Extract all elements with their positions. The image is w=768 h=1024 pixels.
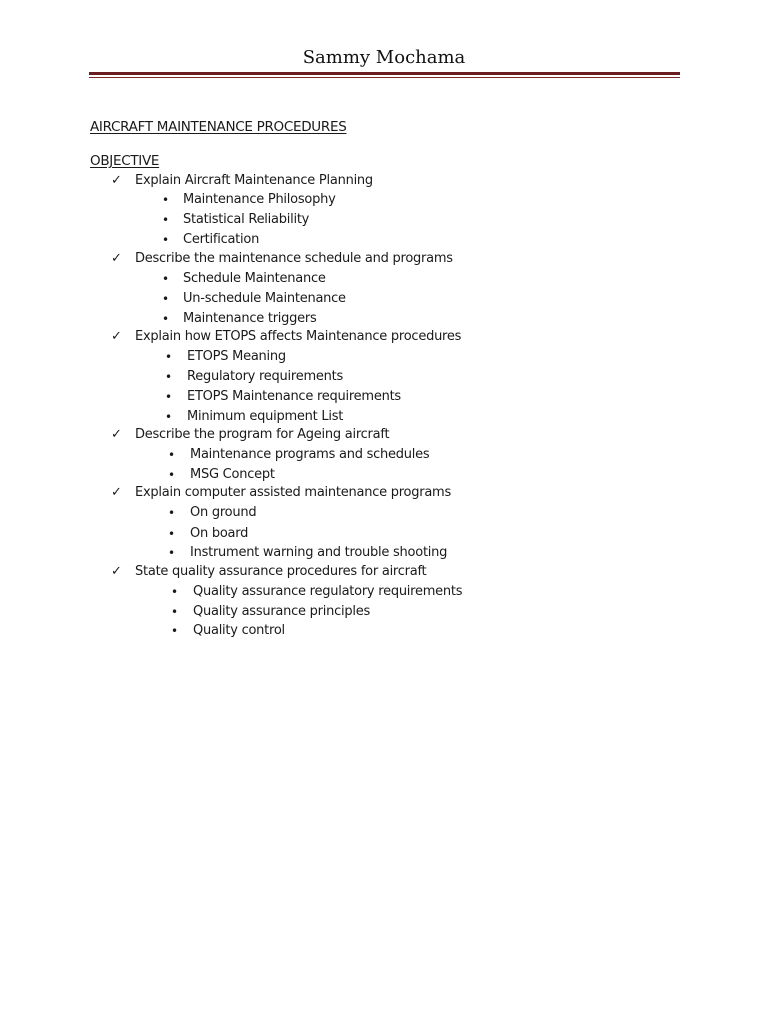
bullet-dot-icon: • (162, 193, 169, 207)
objective-text: Explain how ETOPS affects Maintenance procedures (135, 329, 462, 344)
sub-item-text: Maintenance programs and schedules (190, 447, 430, 462)
sub-item-text: Quality assurance regulatory requirements (193, 584, 463, 599)
bullet-dot-icon: • (165, 350, 172, 364)
objective-text: Explain Aircraft Maintenance Planning (135, 173, 373, 188)
sub-item-text: Statistical Reliability (183, 212, 310, 227)
sub-item-text: ETOPS Maintenance requirements (187, 389, 401, 404)
bullet-dot-icon: • (168, 527, 175, 541)
sub-item-text: Maintenance Philosophy (183, 192, 336, 207)
sub-item-text: Quality assurance principles (193, 604, 371, 619)
bullet-dot-icon: • (168, 468, 175, 482)
sub-item-text: Instrument warning and trouble shooting (190, 545, 448, 560)
sub-item-text: Un-schedule Maintenance (183, 291, 346, 306)
bullet-dot-icon: • (162, 213, 169, 227)
sub-item-text: Schedule Maintenance (183, 271, 326, 286)
objective-text: State quality assurance procedures for aircraft (135, 564, 427, 579)
header-author-name: Sammy Mochama (302, 47, 466, 68)
check-mark-icon: ✓ (111, 251, 122, 266)
sub-item-text: Minimum equipment List (187, 409, 344, 424)
objective-text: Describe the maintenance schedule and programs (135, 251, 453, 266)
sub-item-text: MSG Concept (190, 467, 275, 482)
bullet-dot-icon: • (171, 624, 178, 638)
bullet-dot-icon: • (162, 233, 169, 247)
bullet-dot-icon: • (171, 585, 178, 599)
bullet-dot-icon: • (168, 448, 175, 462)
sub-item-text: Certification (183, 232, 260, 247)
sub-item-text: Quality control (193, 623, 285, 638)
sub-item-text: ETOPS Meaning (187, 349, 286, 364)
document-title: AIRCRAFT MAINTENANCE PROCEDURES (90, 119, 347, 135)
check-mark-icon: ✓ (111, 329, 122, 344)
sub-item-text: Maintenance triggers (183, 311, 317, 326)
bullet-dot-icon: • (168, 546, 175, 560)
bullet-dot-icon: • (162, 272, 169, 286)
sub-item-text: Regulatory requirements (187, 369, 343, 384)
objective-text: Describe the program for Ageing aircraft (135, 427, 390, 442)
objective-text: Explain computer assisted maintenance programs (135, 485, 451, 500)
section-heading-objective: OBJECTIVE (90, 153, 160, 169)
sub-item-text: On board (190, 526, 249, 541)
sub-item-text: On ground (190, 505, 257, 520)
check-mark-icon: ✓ (111, 173, 122, 188)
check-mark-icon: ✓ (111, 564, 122, 579)
bullet-dot-icon: • (168, 506, 175, 520)
check-mark-icon: ✓ (111, 427, 122, 442)
bullet-dot-icon: • (165, 370, 172, 384)
check-mark-icon: ✓ (111, 485, 122, 500)
bullet-dot-icon: • (171, 605, 178, 619)
bullet-dot-icon: • (165, 410, 172, 424)
bullet-dot-icon: • (165, 390, 172, 404)
bullet-dot-icon: • (162, 312, 169, 326)
bullet-dot-icon: • (162, 292, 169, 306)
